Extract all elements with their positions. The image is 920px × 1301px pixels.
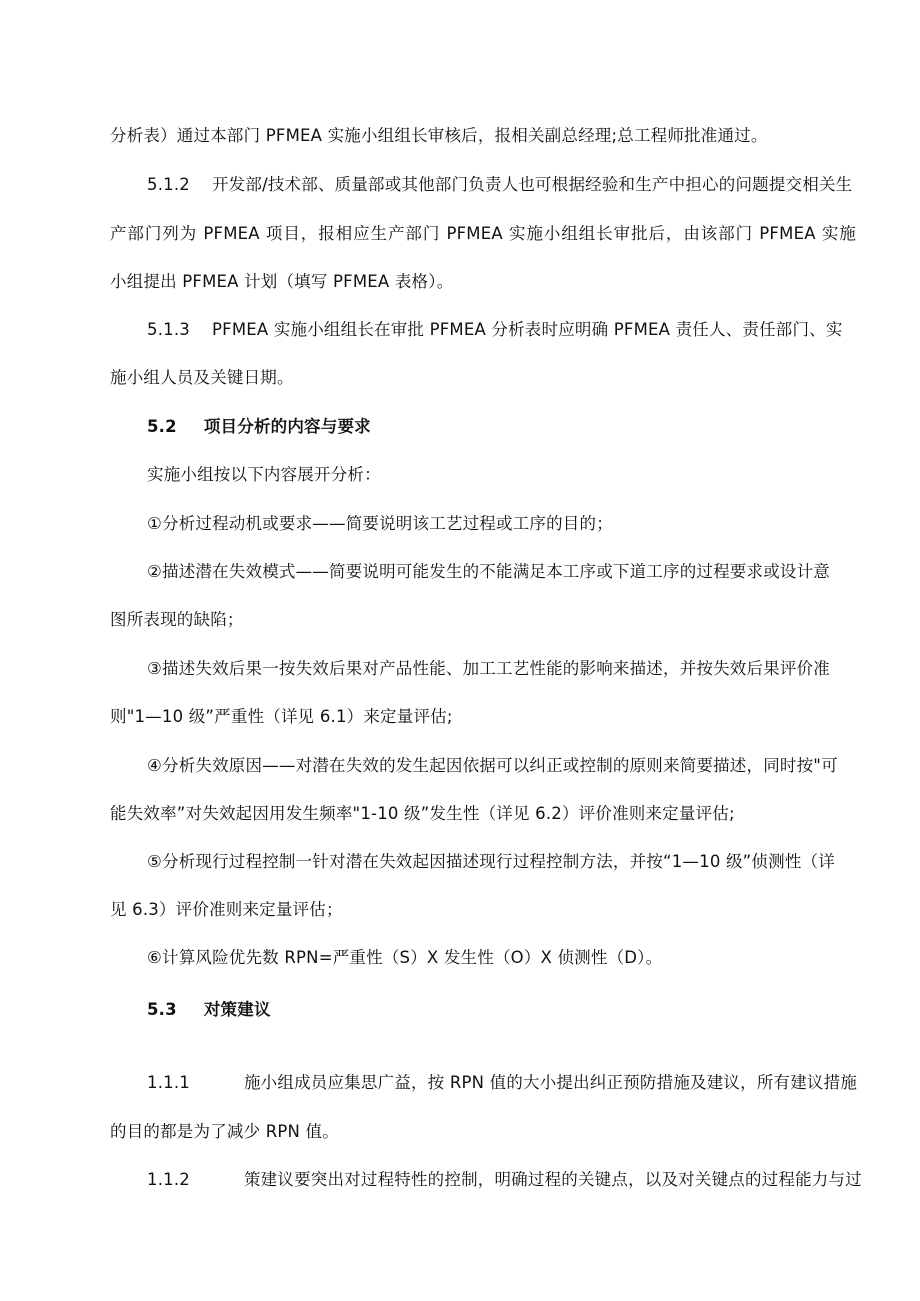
list-item	[147, 560, 830, 584]
text: 策建议要突出对过程特性的控制，明确过程的关键点，以及对关键点的过程能力与过	[243, 1170, 862, 1189]
text: ④分析失效原因——对潜在失效的发生起因依据可以纠正或控制的原则来简要描述，同时按"可	[147, 756, 838, 775]
text: 小组提出 PFMEA 计划（填写 PFMEA 表格）。	[110, 272, 454, 291]
text: 图所表现的缺陷；	[110, 610, 244, 629]
paragraph-line	[147, 173, 852, 197]
paragraph-line	[147, 1168, 862, 1192]
text: 施小组成员应集思广益，按 RPN 值的大小提出纠正预防措施及建议，所有建议措施	[243, 1073, 858, 1092]
paragraph-line	[110, 705, 453, 729]
text: ①分析过程动机或要求——简要说明该工艺过程或工序的目的；	[147, 514, 613, 533]
section-number: 5.3	[147, 1000, 177, 1019]
paragraph-line	[110, 1120, 339, 1144]
paragraph-line	[110, 608, 244, 632]
list-item	[147, 512, 613, 536]
text: 产部门列为 PFMEA 项目，报相应生产部门 PFMEA 实施小组组长审批后，由该部门 PFMEA 实施	[110, 224, 856, 243]
text: 施小组人员及关键日期。	[110, 368, 294, 387]
paragraph-line	[110, 222, 856, 246]
paragraph-line	[110, 366, 294, 390]
section-number: 5.1.3	[147, 320, 190, 339]
paragraph-line	[110, 124, 768, 148]
text: 则"1—10 级”严重性（详见 6.1）来定量评估;	[110, 707, 453, 726]
text: 能失效率”对失效起因用发生频率"1-10 级”发生性（详见 6.2）评价准则来定量评估;	[110, 804, 735, 823]
section-number: 5.1.2	[147, 175, 190, 194]
paragraph-line	[147, 318, 843, 342]
paragraph-line	[110, 270, 453, 294]
text: 的目的都是为了减少 RPN 值。	[110, 1122, 339, 1141]
text: 开发部/技术部、质量部或其他部门负责人也可根据经验和生产中担心的问题提交相关生	[211, 175, 853, 194]
heading-text: 项目分析的内容与要求	[203, 417, 371, 436]
list-item	[147, 754, 838, 778]
text: 实施小组按以下内容展开分析：	[147, 465, 381, 484]
heading-text: 对策建议	[203, 1000, 271, 1019]
section-heading	[147, 998, 271, 1022]
section-number: 5.2	[147, 417, 177, 436]
item-number: 1.1.2	[147, 1170, 190, 1189]
text: ⑥计算风险优先数 RPN=严重性（S）X 发生性（O）X 侦测性（D）。	[147, 948, 663, 967]
text: ③描述失效后果一按失效后果对产品性能、加工工艺性能的影响来描述，并按失效后果评价准	[147, 659, 830, 678]
section-heading	[147, 415, 371, 439]
list-item	[147, 657, 830, 681]
item-number: 1.1.1	[147, 1073, 190, 1092]
text: 见 6.3）评价准则来定量评估；	[110, 900, 343, 919]
paragraph-line	[110, 898, 343, 922]
text: ②描述潜在失效模式——简要说明可能发生的不能满足本工序或下道工序的过程要求或设计意	[147, 562, 830, 581]
list-item	[147, 850, 835, 874]
paragraph-line	[147, 463, 381, 487]
paragraph-line	[147, 1071, 857, 1095]
paragraph-line	[110, 802, 735, 826]
text: 分析表）通过本部门 PFMEA 实施小组组长审核后，报相关副总经理;总工程师批准通过。	[110, 126, 768, 145]
list-item	[147, 946, 662, 970]
text: PFMEA 实施小组组长在审批 PFMEA 分析表时应明确 PFMEA 责任人、责任部门、实	[211, 320, 843, 339]
text: ⑤分析现行过程控制一针对潜在失效起因描述现行过程控制方法，并按“1—10 级”侦测性（详	[147, 852, 835, 871]
